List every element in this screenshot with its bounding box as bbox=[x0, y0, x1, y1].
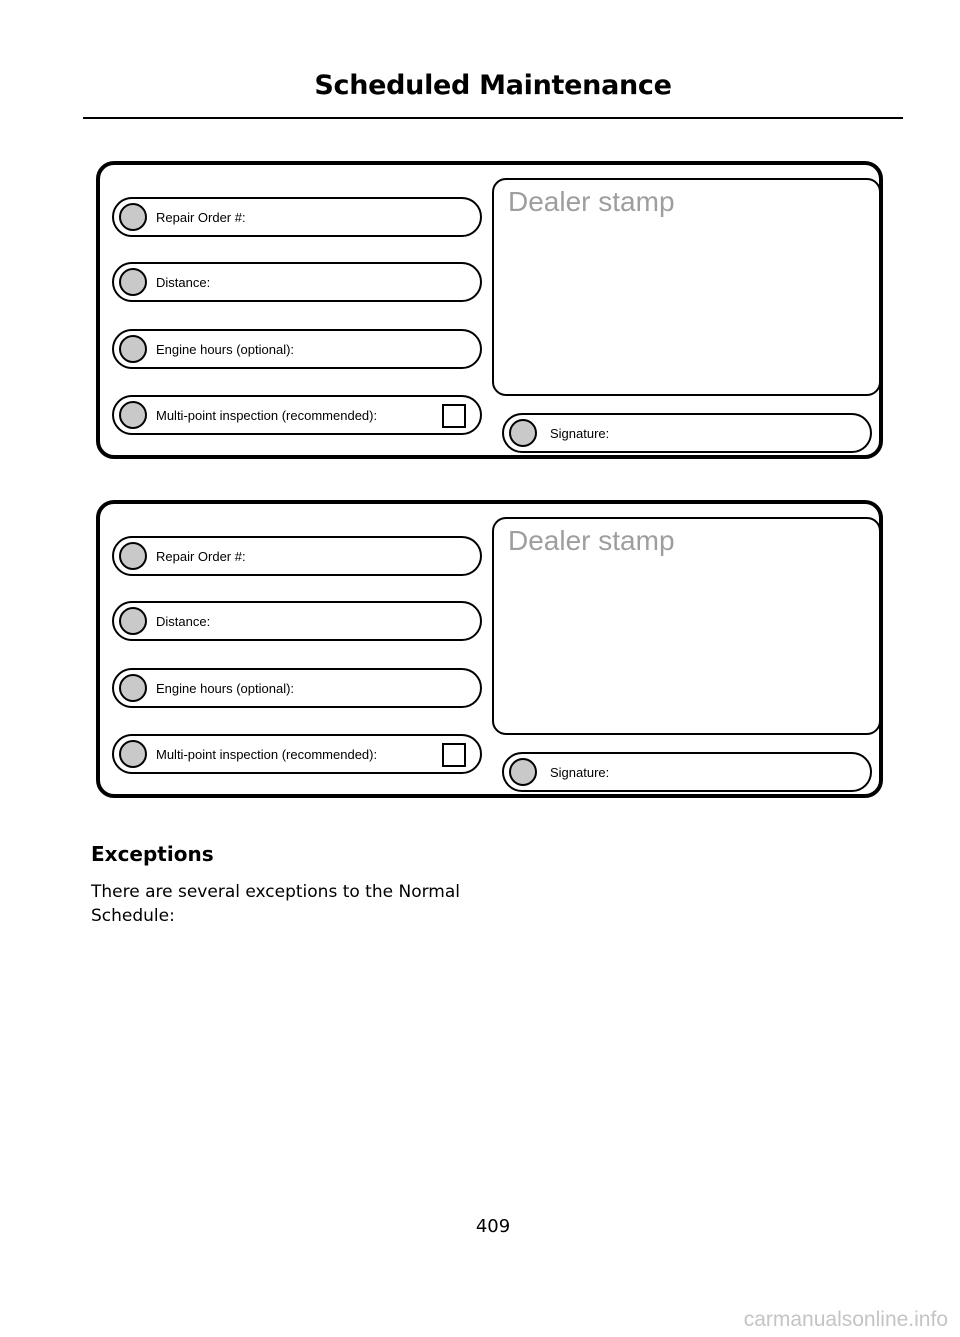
signature-field[interactable] bbox=[502, 413, 872, 453]
inspection-checkbox[interactable] bbox=[442, 743, 466, 767]
signature-field[interactable] bbox=[502, 752, 872, 792]
repair-order-field[interactable] bbox=[112, 536, 482, 576]
inspection-field bbox=[112, 734, 482, 774]
maintenance-record-card-1 bbox=[96, 161, 883, 459]
dealer-stamp-label: Dealer stamp bbox=[508, 525, 675, 556]
engine-hours-label: Engine hours (optional): bbox=[156, 681, 295, 696]
circle-marker-icon bbox=[119, 401, 147, 429]
signature-label: Signature: bbox=[550, 426, 610, 441]
circle-marker-icon bbox=[119, 203, 147, 231]
repair-order-label: Repair Order #: bbox=[156, 210, 246, 225]
signature-label: Signature: bbox=[550, 765, 610, 780]
inspection-field bbox=[112, 395, 482, 435]
page-number: 409 bbox=[475, 1216, 511, 1237]
distance-field[interactable] bbox=[112, 262, 482, 302]
section-body-text: There are several exceptions to the Normal Schedule: bbox=[91, 882, 460, 926]
circle-marker-icon bbox=[119, 542, 147, 570]
watermark: carmanualsonline.info bbox=[743, 1308, 948, 1331]
section-heading: Exceptions bbox=[91, 842, 214, 866]
engine-hours-field[interactable] bbox=[112, 329, 482, 369]
header-divider bbox=[83, 117, 903, 119]
distance-field[interactable] bbox=[112, 601, 482, 641]
circle-marker-icon bbox=[119, 674, 147, 702]
inspection-checkbox[interactable] bbox=[442, 404, 466, 428]
inspection-label: Multi-point inspection (recommended): bbox=[156, 408, 378, 423]
page-title: Scheduled Maintenance bbox=[314, 70, 672, 101]
dealer-stamp-box bbox=[492, 178, 881, 396]
circle-marker-icon bbox=[509, 419, 537, 447]
maintenance-record-card-2 bbox=[96, 500, 883, 798]
distance-label: Distance: bbox=[156, 275, 211, 290]
engine-hours-field[interactable] bbox=[112, 668, 482, 708]
engine-hours-label: Engine hours (optional): bbox=[156, 342, 295, 357]
circle-marker-icon bbox=[119, 740, 147, 768]
repair-order-field[interactable] bbox=[112, 197, 482, 237]
circle-marker-icon bbox=[119, 335, 147, 363]
circle-marker-icon bbox=[119, 268, 147, 296]
circle-marker-icon bbox=[119, 607, 147, 635]
inspection-label: Multi-point inspection (recommended): bbox=[156, 747, 378, 762]
repair-order-label: Repair Order #: bbox=[156, 549, 246, 564]
dealer-stamp-label: Dealer stamp bbox=[508, 186, 675, 217]
dealer-stamp-box bbox=[492, 517, 881, 735]
circle-marker-icon bbox=[509, 758, 537, 786]
distance-label: Distance: bbox=[156, 614, 211, 629]
